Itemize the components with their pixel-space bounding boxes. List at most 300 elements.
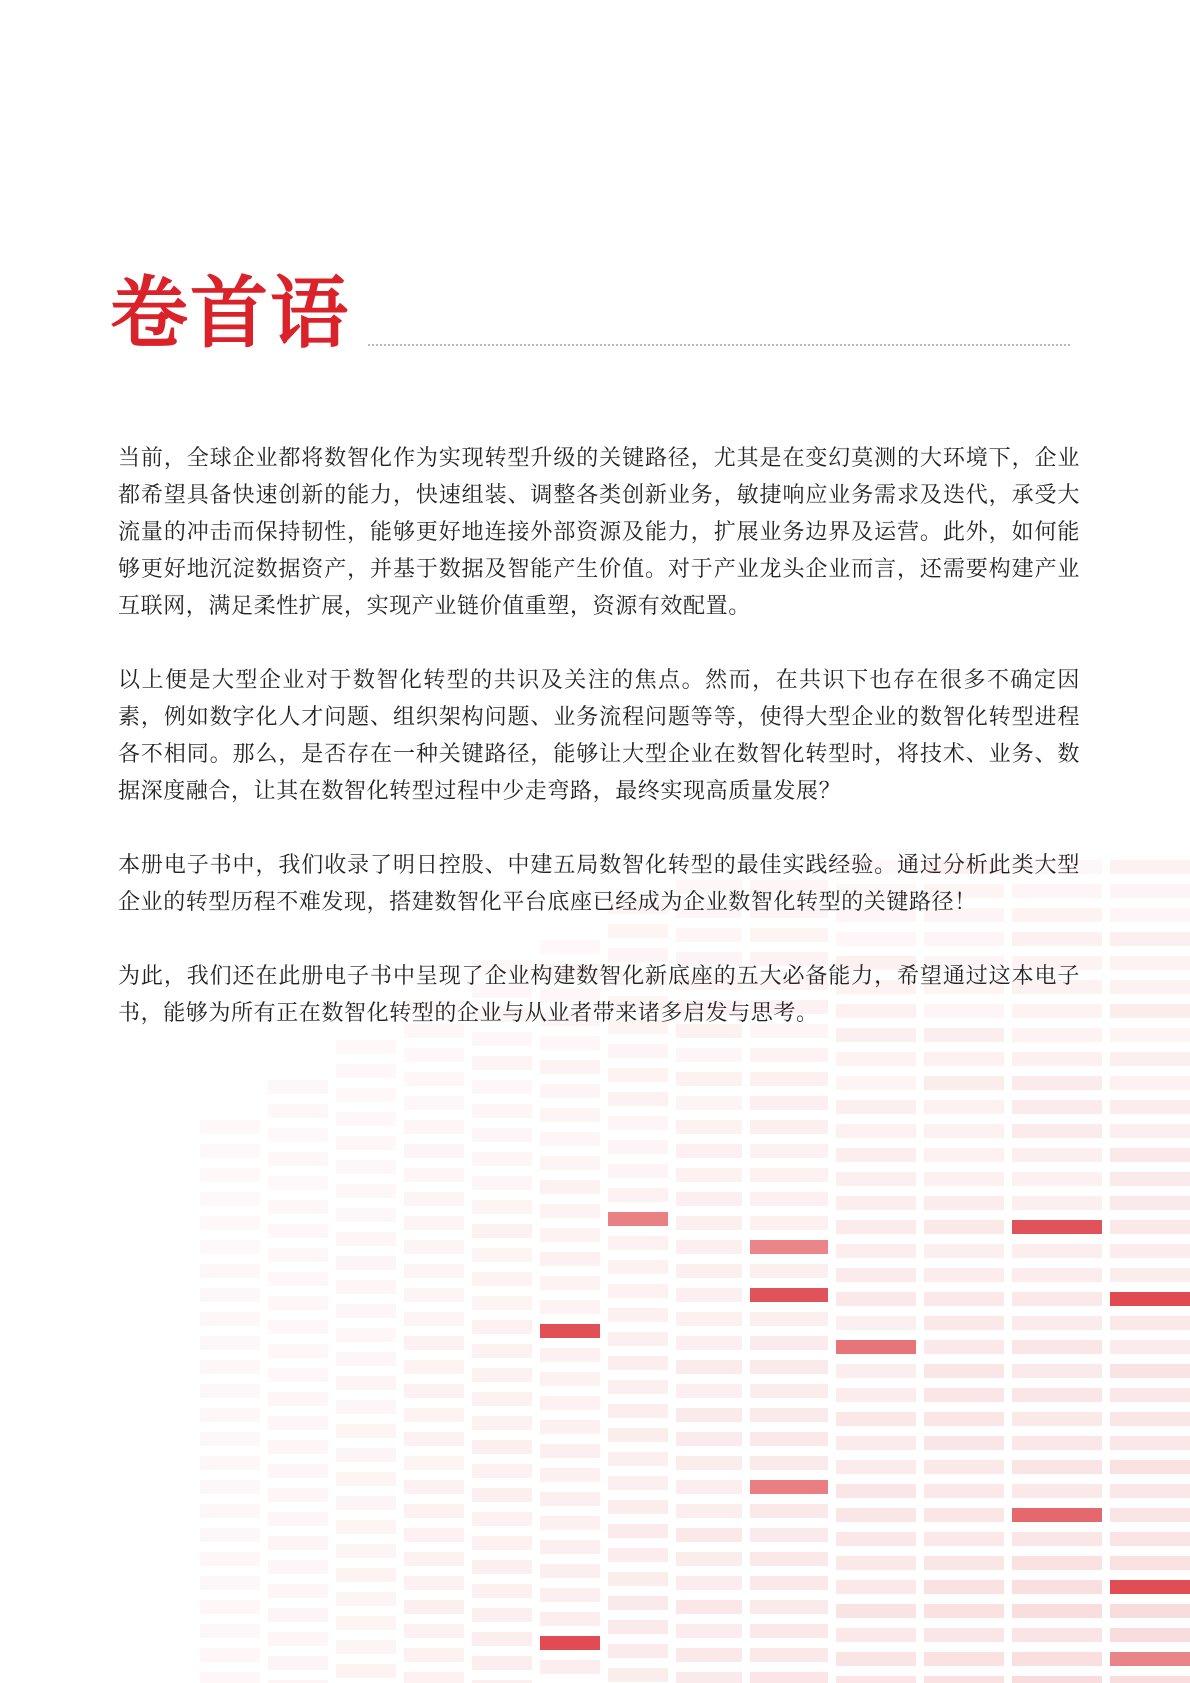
decorative-bar (472, 1632, 532, 1646)
decorative-bar (750, 1240, 828, 1254)
decorative-bar (472, 1152, 532, 1166)
decorative-bar (1110, 1484, 1190, 1498)
decorative-bar (750, 1192, 828, 1206)
decorative-bar (268, 1512, 328, 1526)
decorative-bar (1012, 1436, 1102, 1450)
decorative-bar (336, 1184, 396, 1198)
decorative-bar (268, 1608, 328, 1622)
decorative-bar (336, 1568, 396, 1582)
decorative-bar (472, 1176, 532, 1190)
decorative-bar (404, 1336, 464, 1350)
decorative-bar (1110, 1532, 1190, 1546)
decorative-bar (404, 1264, 464, 1278)
decorative-bar (836, 1436, 916, 1450)
decorative-bar (750, 1312, 828, 1326)
decorative-bar (750, 1480, 828, 1494)
decorative-bar (750, 1576, 828, 1590)
decorative-bar (200, 1120, 260, 1134)
decorative-bar (1012, 1196, 1102, 1210)
decorative-bar (336, 1544, 396, 1558)
decorative-bar (750, 1120, 828, 1134)
decorative-bar (268, 1392, 328, 1406)
decorative-bar (404, 1312, 464, 1326)
decorative-bar (1110, 932, 1190, 946)
decorative-bar (924, 1436, 1004, 1450)
decorative-bar (336, 1328, 396, 1342)
decorative-bar (540, 1372, 600, 1386)
decorative-bar (404, 1168, 464, 1182)
decorative-bar (836, 1412, 916, 1426)
decorative-bar (836, 1196, 916, 1210)
decorative-bar (676, 1120, 742, 1134)
decorative-bar (836, 1388, 916, 1402)
decorative-bar (836, 1580, 916, 1594)
decorative-bar (1012, 1628, 1102, 1642)
decorative-bar (200, 1312, 260, 1326)
decorative-bar (540, 1660, 600, 1674)
decorative-bar (200, 1336, 260, 1350)
decorative-bar (1110, 1316, 1190, 1330)
decorative-bar (1110, 1508, 1190, 1522)
decorative-bar (836, 1364, 916, 1378)
body-text (118, 440, 1080, 1069)
decorative-bar (924, 1652, 1004, 1666)
decorative-bar (836, 1676, 916, 1683)
title-block (110, 269, 1070, 359)
decorative-bar (336, 1400, 396, 1414)
decorative-bar (1012, 1340, 1102, 1354)
decorative-bar (472, 1656, 532, 1670)
decorative-bar (540, 1252, 600, 1266)
decorative-bar (1110, 1244, 1190, 1258)
decorative-bar (336, 1664, 396, 1678)
decorative-bar (200, 1168, 260, 1182)
decorative-bar (472, 1416, 532, 1430)
decorative-bar (268, 1416, 328, 1430)
decorative-bar (1110, 1676, 1190, 1683)
decorative-bar (1110, 1652, 1190, 1666)
decorative-bar (1110, 1028, 1190, 1042)
decorative-bar (200, 1624, 260, 1638)
decorative-bar (268, 1176, 328, 1190)
decorative-bar (1012, 1556, 1102, 1570)
decorative-bar (608, 1332, 668, 1346)
decorative-bar (540, 1300, 600, 1314)
page-title: 卷首语 (110, 269, 351, 359)
decorative-bar (1012, 1604, 1102, 1618)
decorative-bar (676, 1600, 742, 1614)
decorative-bar (924, 1340, 1004, 1354)
decorative-bar (540, 1084, 600, 1098)
decorative-bar (836, 1508, 916, 1522)
decorative-bar (540, 1156, 600, 1170)
decorative-bar (200, 1408, 260, 1422)
decorative-bar (608, 1164, 668, 1178)
decorative-bar (1110, 1580, 1190, 1594)
decorative-bar (336, 1232, 396, 1246)
decorative-bar (268, 1632, 328, 1646)
decorative-bar (472, 1320, 532, 1334)
decorative-bar (924, 1388, 1004, 1402)
decorative-bar (836, 1484, 916, 1498)
decorative-bar (836, 1124, 916, 1138)
decorative-bar (472, 1512, 532, 1526)
decorative-bar (924, 1292, 1004, 1306)
decorative-bar (836, 1100, 916, 1114)
decorative-bar (1012, 1652, 1102, 1666)
decorative-bar (1012, 1460, 1102, 1474)
decorative-bar (540, 1516, 600, 1530)
decorative-bar (200, 1648, 260, 1662)
decorative-bar (1110, 980, 1190, 994)
decorative-bar (924, 1076, 1004, 1090)
decorative-bar (200, 1264, 260, 1278)
decorative-bar (1012, 1316, 1102, 1330)
decorative-bar (540, 1108, 600, 1122)
decorative-bar (608, 1092, 668, 1106)
decorative-bar (608, 1236, 668, 1250)
decorative-bar (472, 1440, 532, 1454)
decorative-bar (404, 1120, 464, 1134)
decorative-bar (608, 1356, 668, 1370)
decorative-bar (676, 1168, 742, 1182)
decorative-bar (924, 1580, 1004, 1594)
decorative-bar (540, 1132, 600, 1146)
title-dotted-rule (368, 344, 1070, 346)
decorative-bar (836, 1220, 916, 1234)
decorative-bar (836, 1244, 916, 1258)
decorative-bar (676, 1264, 742, 1278)
decorative-bar (540, 1204, 600, 1218)
decorative-bar (676, 1432, 742, 1446)
decorative-bar (472, 1488, 532, 1502)
decorative-bar (750, 1624, 828, 1638)
decorative-bar (750, 1288, 828, 1302)
decorative-bar (336, 1496, 396, 1510)
decorative-bar (336, 1376, 396, 1390)
decorative-bar (540, 1468, 600, 1482)
decorative-bar (1110, 1076, 1190, 1090)
decorative-bar (472, 1080, 532, 1094)
decorative-bar (200, 1432, 260, 1446)
decorative-bar (268, 1320, 328, 1334)
decorative-bar (540, 1564, 600, 1578)
decorative-bar (472, 1344, 532, 1358)
decorative-bar (608, 1140, 668, 1154)
decorative-bar (404, 1096, 464, 1110)
decorative-bar (924, 1556, 1004, 1570)
decorative-bar (676, 1672, 742, 1683)
decorative-bar (540, 1492, 600, 1506)
paragraph-4: 为此，我们还在此册电子书中呈现了企业构建数智化新底座的五大必备能力，希望通过这本电子书，能够为所有正在数智化转型的企业与从业者带来诸多启发与思考。 (118, 964, 1080, 1026)
decorative-bar (676, 1240, 742, 1254)
decorative-bar (200, 1192, 260, 1206)
decorative-bar (472, 1368, 532, 1382)
decorative-bar (472, 1128, 532, 1142)
decorative-bar (924, 1484, 1004, 1498)
decorative-bar (608, 1068, 668, 1082)
decorative-bar (1110, 1460, 1190, 1474)
decorative-bar (268, 1656, 328, 1670)
decorative-bar (336, 1352, 396, 1366)
decorative-bar (924, 1148, 1004, 1162)
decorative-bar (336, 1304, 396, 1318)
decorative-bar (1110, 956, 1190, 970)
decorative-bar (924, 1316, 1004, 1330)
decorative-bar (404, 1288, 464, 1302)
decorative-bar (404, 1192, 464, 1206)
decorative-bar (472, 1224, 532, 1238)
decorative-bar (750, 1672, 828, 1683)
decorative-bar (268, 1344, 328, 1358)
decorative-bar (676, 1624, 742, 1638)
decorative-bar (1110, 1268, 1190, 1282)
decorative-bar (540, 1588, 600, 1602)
decorative-bar (336, 1256, 396, 1270)
decorative-bar (472, 1608, 532, 1622)
decorative-bar (268, 1224, 328, 1238)
decorative-bar (750, 1456, 828, 1470)
decorative-bar (472, 1536, 532, 1550)
decorative-bar (924, 1268, 1004, 1282)
decorative-bar (676, 1456, 742, 1470)
decorative-bar (472, 1464, 532, 1478)
decorative-bar (472, 1248, 532, 1262)
decorative-bar (924, 1532, 1004, 1546)
decorative-bar (200, 1552, 260, 1566)
decorative-bar (1110, 1340, 1190, 1354)
decorative-bar (404, 1672, 464, 1683)
decorative-bar (336, 1160, 396, 1174)
decorative-bar (836, 1628, 916, 1642)
decorative-bar (200, 1360, 260, 1374)
decorative-bar (268, 1488, 328, 1502)
decorative-bar (1110, 1004, 1190, 1018)
decorative-bar (200, 1456, 260, 1470)
decorative-bar (336, 1088, 396, 1102)
decorative-bar (540, 1180, 600, 1194)
decorative-bar (924, 1172, 1004, 1186)
decorative-bar (924, 1244, 1004, 1258)
decorative-bar (404, 1408, 464, 1422)
decorative-bar (472, 1584, 532, 1598)
decorative-bar (676, 1576, 742, 1590)
decorative-bar (924, 1124, 1004, 1138)
decorative-bar (836, 1532, 916, 1546)
decorative-bar (200, 1528, 260, 1542)
decorative-bar (1110, 1220, 1190, 1234)
decorative-bar (268, 1368, 328, 1382)
decorative-bar (404, 1240, 464, 1254)
decorative-bar (268, 1560, 328, 1574)
decorative-bar (1110, 1412, 1190, 1426)
decorative-bar (404, 1576, 464, 1590)
decorative-bar (608, 1668, 668, 1682)
decorative-bar (1012, 1244, 1102, 1258)
decorative-bar (608, 1548, 668, 1562)
decorative-bar (608, 1380, 668, 1394)
decorative-bar (540, 1228, 600, 1242)
decorative-bar (1110, 1436, 1190, 1450)
decorative-bar (1012, 1388, 1102, 1402)
decorative-bar (1012, 1268, 1102, 1282)
decorative-bar (336, 1472, 396, 1486)
decorative-bar (836, 1316, 916, 1330)
decorative-bar (200, 1384, 260, 1398)
decorative-bar (750, 1528, 828, 1542)
decorative-bar (200, 1504, 260, 1518)
decorative-bar (404, 1432, 464, 1446)
decorative-bar (836, 1556, 916, 1570)
decorative-bar (750, 1144, 828, 1158)
decorative-bar (404, 1528, 464, 1542)
decorative-bar (472, 1392, 532, 1406)
decorative-bar (1012, 1220, 1102, 1234)
decorative-bar (404, 1624, 464, 1638)
decorative-bar (750, 1504, 828, 1518)
decorative-bar (268, 1464, 328, 1478)
decorative-bar (1012, 1076, 1102, 1090)
decorative-bar (836, 1172, 916, 1186)
decorative-bar (1012, 1172, 1102, 1186)
decorative-bar (676, 1336, 742, 1350)
decorative-bar (608, 1644, 668, 1658)
decorative-bar (336, 1520, 396, 1534)
decorative-bar (268, 1248, 328, 1262)
decorative-bar (1110, 1388, 1190, 1402)
decorative-bar (1110, 1148, 1190, 1162)
decorative-bar (336, 1640, 396, 1654)
decorative-bar (676, 1504, 742, 1518)
decorative-bar (676, 1384, 742, 1398)
decorative-bar (404, 1504, 464, 1518)
decorative-bar (608, 1596, 668, 1610)
decorative-bar (1110, 1604, 1190, 1618)
decorative-bar (404, 1384, 464, 1398)
decorative-bar (924, 1196, 1004, 1210)
decorative-bar (676, 1216, 742, 1230)
decorative-bar (750, 1648, 828, 1662)
decorative-bar (1110, 1292, 1190, 1306)
decorative-bar (676, 1192, 742, 1206)
decorative-bar (472, 1200, 532, 1214)
decorative-bar (676, 1648, 742, 1662)
decorative-bar (404, 1552, 464, 1566)
decorative-bar (1012, 1508, 1102, 1522)
decorative-bar (268, 1536, 328, 1550)
decorative-bar (200, 1144, 260, 1158)
decorative-bar (404, 1360, 464, 1374)
decorative-bar (924, 1604, 1004, 1618)
decorative-bar (268, 1296, 328, 1310)
decorative-bar (676, 1144, 742, 1158)
decorative-bar (268, 1152, 328, 1166)
decorative-bar (336, 1208, 396, 1222)
decorative-bar (336, 1112, 396, 1126)
decorative-bar (750, 1408, 828, 1422)
decorative-bar (1012, 1412, 1102, 1426)
decorative-bar (924, 1628, 1004, 1642)
decorative-bar (836, 1268, 916, 1282)
decorative-bar (750, 1600, 828, 1614)
decorative-bar (472, 1560, 532, 1574)
decorative-bar (540, 1636, 600, 1650)
decorative-bar (404, 1600, 464, 1614)
decorative-bar (1110, 1196, 1190, 1210)
decorative-bar (404, 1144, 464, 1158)
decorative-bar (836, 1340, 916, 1354)
decorative-bar (540, 1396, 600, 1410)
decorative-bar (1110, 860, 1190, 874)
decorative-bar (1110, 1052, 1190, 1066)
decorative-bar (1012, 1580, 1102, 1594)
decorative-bar (836, 1460, 916, 1474)
decorative-bar (200, 1288, 260, 1302)
decorative-bar (1110, 1556, 1190, 1570)
decorative-bar (750, 1096, 828, 1110)
decorative-bar (924, 1460, 1004, 1474)
paragraph-1: 当前，全球企业都将数智化作为实现转型升级的关键路径，尤其是在变幻莫测的大环境下，企业都希望具备快速创新的能力，快速组装、调整各类创新业务，敏捷响应业务需求及迭代，承受大流量的冲击而保持韧性，能够更好地连接外部资源及能力，扩展业务边界及运营。此外，如何能够更好地沉淀数据资产，并基于数据及智能产生价值。对于产业龙头企业而言，还需要构建产业互联网，满足柔性扩展，实现产业链价值重塑，资源有效配置。 (118, 446, 1080, 619)
paragraph-2: 以上便是大型企业对于数智化转型的共识及关注的焦点。然而，在共识下也存在很多不确定因素，例如数字化人才问题、组织架构问题、业务流程问题等等，使得大型企业的数智化转型进程各不相同。那么，是否存在一种关键路径，能够让大型企业在数智化转型时，将技术、业务、数据深度融合，让其在数智化转型过程中少走弯路，最终实现高质量发展？ (118, 668, 1080, 804)
decorative-bar (200, 1576, 260, 1590)
decorative-bar (268, 1128, 328, 1142)
decorative-bar (404, 1480, 464, 1494)
decorative-bar (1012, 1484, 1102, 1498)
decorative-bar (472, 1272, 532, 1286)
decorative-bar (404, 1216, 464, 1230)
decorative-bar (336, 1616, 396, 1630)
decorative-bar (1110, 1364, 1190, 1378)
decorative-bar (608, 1476, 668, 1490)
paragraph-3: 本册电子书中，我们收录了明日控股、中建五局数智化转型的最佳实践经验。通过分析此类大型企业的转型历程不难发现，搭建数智化平台底座已经成为企业数智化转型的关键路径！ (118, 853, 1080, 915)
decorative-bar (268, 1272, 328, 1286)
decorative-bar (750, 1168, 828, 1182)
decorative-bar (836, 1076, 916, 1090)
decorative-bar (608, 1308, 668, 1322)
decorative-bar (608, 1284, 668, 1298)
decorative-bar (540, 1444, 600, 1458)
decorative-bar (336, 1592, 396, 1606)
decorative-bar (676, 1312, 742, 1326)
decorative-bar (1012, 1148, 1102, 1162)
decorative-bar (1110, 884, 1190, 898)
decorative-bar (836, 1148, 916, 1162)
decorative-bar (268, 1200, 328, 1214)
decorative-bar (540, 1420, 600, 1434)
decorative-bar (608, 1188, 668, 1202)
decorative-bar (1110, 1100, 1190, 1114)
decorative-bar (200, 1672, 260, 1683)
decorative-bar (540, 1540, 600, 1554)
decorative-bar (608, 1524, 668, 1538)
decorative-bar (676, 1360, 742, 1374)
decorative-bar (608, 1428, 668, 1442)
decorative-bar (924, 1364, 1004, 1378)
decorative-bar (676, 1096, 742, 1110)
decorative-bar (924, 1100, 1004, 1114)
decorative-bar (608, 1572, 668, 1586)
decorative-bar (924, 1508, 1004, 1522)
decorative-bar (608, 1404, 668, 1418)
decorative-bar (608, 1500, 668, 1514)
decorative-bar (750, 1552, 828, 1566)
decorative-bar (608, 1116, 668, 1130)
decorative-bar (924, 1412, 1004, 1426)
decorative-bar (336, 1136, 396, 1150)
decorative-bar (676, 1072, 742, 1086)
decorative-bar (268, 1080, 328, 1094)
decorative-bar (836, 1604, 916, 1618)
